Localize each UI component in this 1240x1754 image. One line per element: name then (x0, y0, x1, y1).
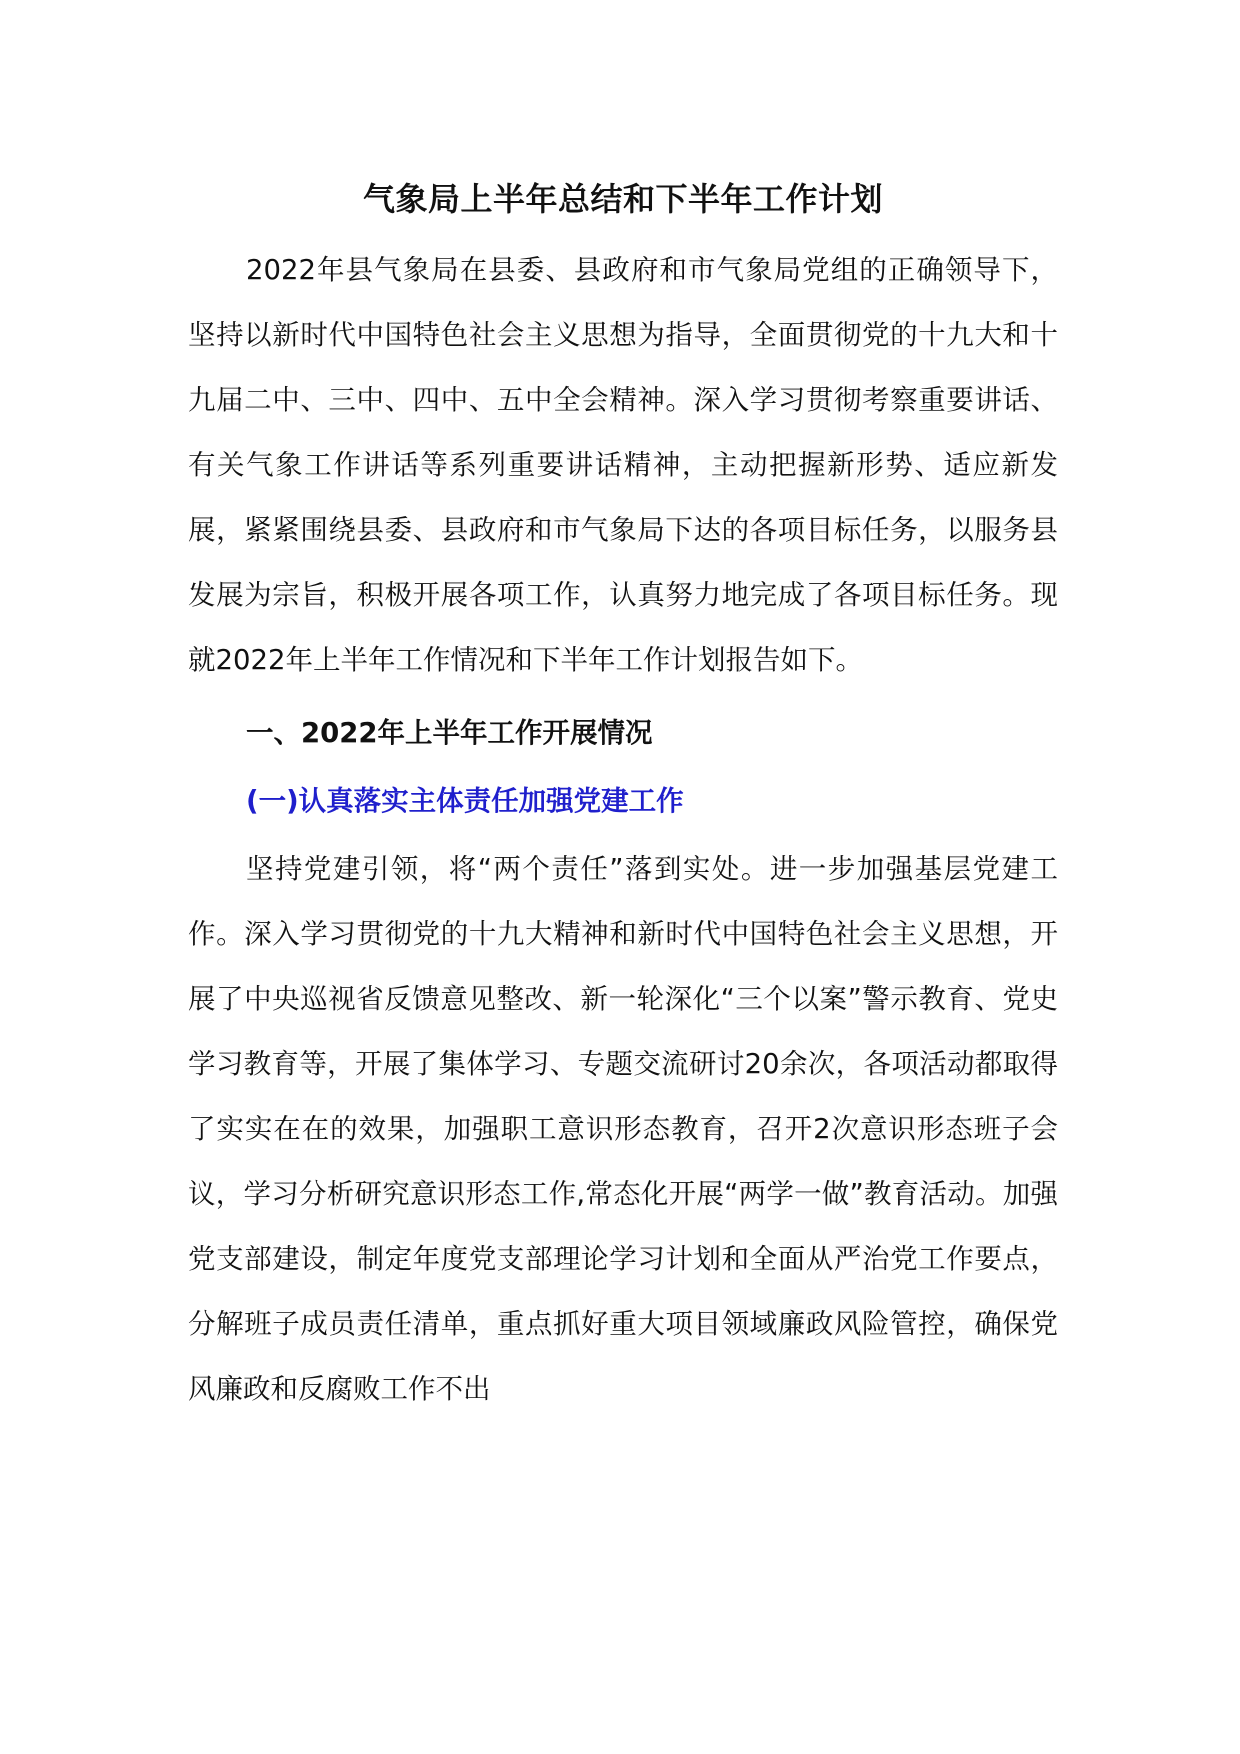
body-paragraph: 坚持党建引领，将“两个责任”落到实处。进一步加强基层党建工作。深入学习贯彻党的十九大精神和新时代中国特色社会主义思想，开展了中央巡视省反馈意见整改、新一轮深化“三个以案”警示教育、党史学习教育等，开展了集体学习、专题交流研讨20余次，各项活动都取得了实实在在的效果，加强职工意识形态教育，召开2次意识形态班子会议，学习分析研究意识形态工作,常态化开展“两学一做”教育活动。加强党支部建设，制定年度党支部理论学习计划和全面从严治党工作要点，分解班子成员责任清单，重点抓好重大项目领域廉政风险管控，确保党风廉政和反腐败工作不出 (188, 853, 1058, 1405)
section-heading: 一、2022年上半年工作开展情况 (246, 717, 653, 749)
intro-paragraph: 2022年县气象局在县委、县政府和市气象局党组的正确领导下，坚持以新时代中国特色社会主义思想为指导，全面贯彻党的十九大和十九届二中、三中、四中、五中全会精神。深入学习贯彻考察重要讲话、有关气象工作讲话等系列重要讲话精神，主动把握新形势、适应新发展，紧紧围绕县委、县政府和市气象局下达的各项目标任务，以服务县发展为宗旨，积极开展各项工作，认真努力地完成了各项目标任务。现就2022年上半年工作情况和下半年工作计划报告如下。 (188, 254, 1058, 676)
subsection-heading: (一)认真落实主体责任加强党建工作 (246, 785, 684, 817)
document-body (188, 176, 1058, 1422)
document-title: 气象局上半年总结和下半年工作计划 (362, 180, 883, 218)
